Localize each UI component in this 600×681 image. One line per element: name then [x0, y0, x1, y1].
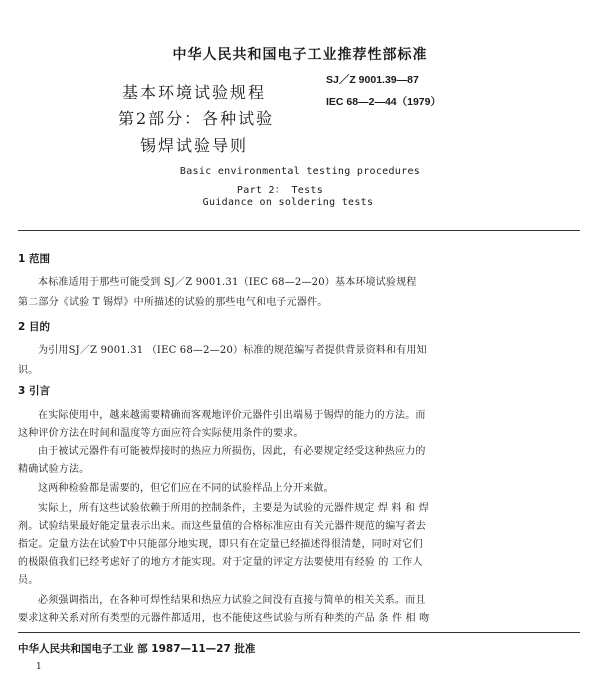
section-3-line: 要求这种关系对所有类型的元器件都适用，也不能使这些试验与所有种类的产品 条 件 相 吻: [18, 613, 430, 624]
section-1-line: 第二部分《试验 T 锡焊》中所描述的试验的那些电气和电子元器件。: [18, 297, 328, 308]
section-3-heading: 3 引言: [18, 385, 50, 397]
standard-number-iec: IEC 68—2—44（1979）: [326, 96, 441, 108]
section-3-line: 剂。试验结果最好能定量表示出来。而这些量值的合格标准应由有关元器件规范的编写者去: [18, 521, 426, 532]
publisher-header: 中华人民共和国电子工业推荐性部标准: [172, 47, 428, 63]
section-3-line: 的极限值我们已经考虑好了的地方才能实现。对于定量的评定方法要使用有经验 的 工作人: [18, 557, 423, 568]
section-3-line: 精确试验方法。: [18, 464, 90, 475]
section-3-line: 指定。定量方法在试验T中只能部分地实现，即只有在定量已经描述得很清楚，同时对它们: [18, 539, 423, 550]
section-3-line: 这种评价方法在时间和温度等方面应符合实际使用条件的要求。: [18, 428, 304, 439]
title-cn-line-2: 第2部分：各种试验: [118, 109, 275, 128]
section-3-line: 必须强调指出，在各种可焊性结果和热应力试验之间没有直接与简单的相关关系。而且: [38, 595, 426, 606]
title-cn-line-1: 基本环境试验规程: [122, 83, 267, 102]
title-en-line-1: Basic environmental testing procedures: [179, 166, 421, 177]
title-en-line-2: Part 2： Tests: [236, 185, 324, 196]
section-1-heading: 1 范围: [18, 253, 50, 265]
page-number: 1: [36, 662, 42, 672]
section-2-heading: 2 目的: [18, 321, 50, 333]
title-cn-line-3: 锡焊试验导则: [140, 136, 249, 155]
section-3-line: 在实际使用中，越来越需要精确而客观地评价元器件引出端易于锡焊的能力的方法。而: [38, 410, 426, 421]
section-2-line: 识。: [18, 365, 39, 376]
section-3-line: 这两种检验都是需要的，但它们应在不同的试验样品上分开来做。: [38, 483, 334, 494]
section-1-line: 本标准适用于那些可能受到 SJ／Z 9001.31（IEC 68—2—20）基本环境试验规程: [38, 277, 417, 288]
section-3-line: 员。: [18, 575, 39, 586]
section-3-line: 由于被试元器件有可能被焊接时的热应力所损伤，因此，有必要规定经受这种热应力的: [38, 446, 426, 457]
section-3-line: 实际上，所有这些试验依赖于所用的控制条件，主要是为试验的元器件规定 焊 料 和 焊: [38, 503, 429, 514]
bottom-divider: [18, 632, 580, 633]
title-en-line-3: Guidance on soldering tests: [202, 197, 374, 208]
top-divider: [18, 230, 580, 231]
section-2-line: 为引用SJ／Z 9001.31 （IEC 68—2—20）标准的规范编写者提供背景资料和有用知: [38, 345, 427, 356]
approval-footer: 中华人民共和国电子工业 部 1987—11—27 批准: [18, 643, 256, 655]
standard-number-sj: SJ／Z 9001.39—87: [326, 74, 419, 86]
